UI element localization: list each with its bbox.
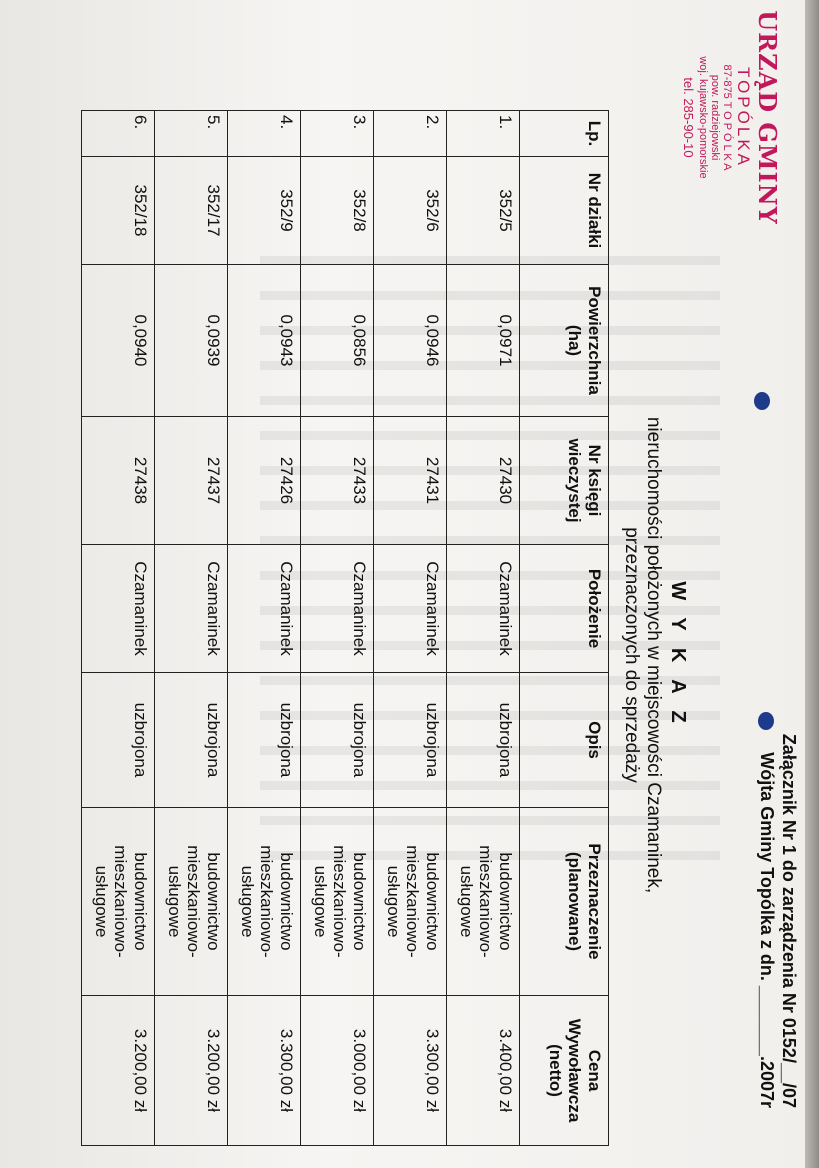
header-cell: Nr księgi wieczystej [520,417,609,545]
header-cell: Lp. [520,111,609,157]
table-cell: 3. [301,111,374,157]
document-title [620,150,689,1160]
table-cell: 4. [228,111,301,157]
annex-header [756,734,799,1108]
table-cell: budownictwo mieszkaniowo-usługowe [82,808,155,996]
table-cell: 3.000,00 zł [301,996,374,1146]
table-cell: Czamaninek [374,545,447,673]
table-cell: 3.200,00 zł [82,996,155,1146]
table-cell: 352/5 [447,157,520,265]
annex-line-1: Załącznik Nr 1 do zarządzenia Nr 0152/__/07 [779,733,799,1108]
table-cell: budownictwo mieszkaniowo-usługowe [447,808,520,996]
table-cell: budownictwo mieszkaniowo-usługowe [155,808,228,996]
table-cell: Czamaninek [301,545,374,673]
table-row [82,111,155,1146]
stamp-line-3: 87-875 T O P Ó L K A [721,64,733,171]
table-cell: 5. [155,111,228,157]
header-cell: Nr działki [520,157,609,265]
stamp-line-1: URZĄD GMINY [753,10,782,225]
title-main: W Y K A Z [667,581,689,729]
table-cell: 3.300,00 zł [228,996,301,1146]
table-cell: 352/18 [82,157,155,265]
table-cell: 1. [447,111,520,157]
table-header-row [520,111,609,1146]
table-cell: 352/6 [374,157,447,265]
table-cell: 27433 [301,417,374,545]
table-cell: 3.400,00 zł [447,996,520,1146]
table-row [155,111,228,1146]
table-cell: 27437 [155,417,228,545]
table-cell: Czamaninek [82,545,155,673]
table-cell: 352/17 [155,157,228,265]
table-cell: budownictwo mieszkaniowo-usługowe [374,808,447,996]
table-row [374,111,447,1146]
table-cell: 0,0940 [82,265,155,417]
table-cell: 0,0856 [301,265,374,417]
table-cell: 0,0943 [228,265,301,417]
stamp-line-4: pow. radziejowski [709,74,721,161]
header-cell: Opis [520,673,609,808]
table-cell: uzbrojona [155,673,228,808]
annex-line-2: Wójta Gminy Topólka z dn. _______.2007r [757,752,778,1108]
table-cell: 0,0946 [374,265,447,417]
table-cell: uzbrojona [301,673,374,808]
title-line-3: przeznaczonych do sprzedaży [621,527,642,783]
header-cell: Przeznaczenie (planowane) [520,808,609,996]
table-row [301,111,374,1146]
table-cell: 0,0939 [155,265,228,417]
title-line-2: nieruchomości położonych w miejscowości Czamaninek, [643,416,664,894]
header-cell: Cena Wywoławcza (netto) [520,996,609,1146]
table-cell: 2. [374,111,447,157]
header-cell: Powierzchnia (ha) [520,265,609,417]
header-cell: Położenie [520,545,609,673]
table-cell: 3.200,00 zł [155,996,228,1146]
table-cell: Czamaninek [447,545,520,673]
parcel-table [81,110,609,1146]
table-cell: 6. [82,111,155,157]
table-row [228,111,301,1146]
stamp-line-6: tel. 285-90-10 [681,77,696,158]
table-cell: 352/8 [301,157,374,265]
table-row [447,111,520,1146]
table-cell: 27426 [228,417,301,545]
table-cell: Czamaninek [228,545,301,673]
table-cell: uzbrojona [228,673,301,808]
table-cell: budownictwo mieszkaniowo-usługowe [301,808,374,996]
stamp-line-5: woj. kujawsko-pomorskie [697,56,709,179]
table-cell: 352/9 [228,157,301,265]
table-cell: uzbrojona [82,673,155,808]
table-cell: budownictwo mieszkaniowo-usługowe [228,808,301,996]
table-cell: 27438 [82,417,155,545]
table-cell: 27431 [374,417,447,545]
table-cell: Czamaninek [155,545,228,673]
table-cell: 0,0971 [447,265,520,417]
stamp-line-2: TOPÓLKA [734,67,753,168]
table-cell: 3.300,00 zł [374,996,447,1146]
table-cell: 27430 [447,417,520,545]
table-cell: uzbrojona [447,673,520,808]
table-cell: uzbrojona [374,673,447,808]
